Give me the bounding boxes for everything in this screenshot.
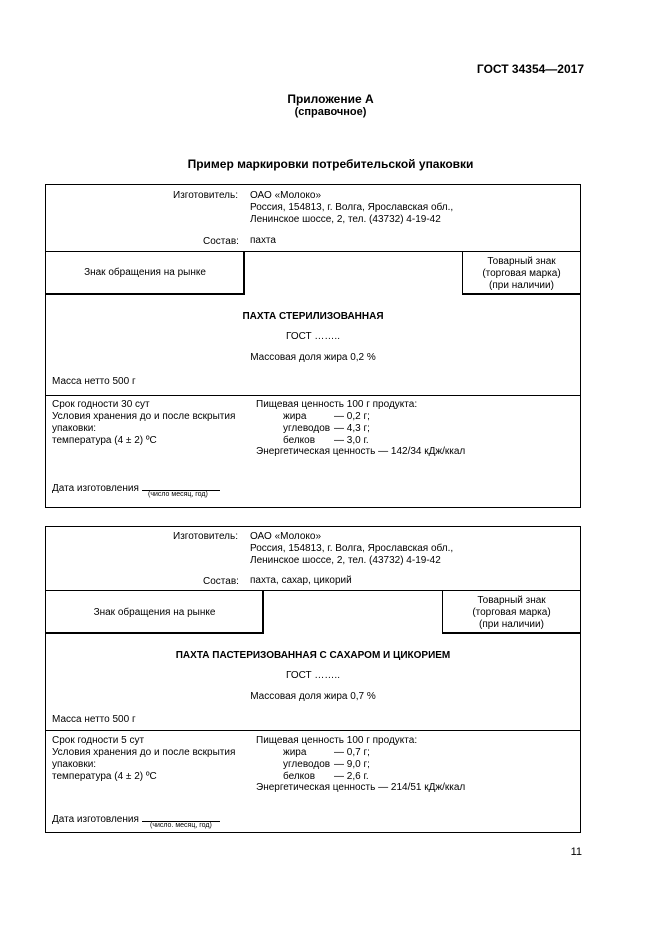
nutrient-value: — 2,6 г.	[334, 771, 369, 782]
section-title: Пример маркировки потребительской упаковки	[187, 157, 474, 171]
label-frame	[45, 184, 581, 508]
divider	[45, 395, 581, 396]
nutrient-name: белков	[283, 771, 316, 782]
manufacturer-line: Россия, 154813, г. Волга, Ярославская обл.,	[250, 543, 454, 554]
trademark-line: (при наличии)	[489, 280, 554, 291]
nutrition-title: Пищевая ценность 100 г продукта:	[256, 735, 418, 746]
net-mass: Масса нетто 500 г	[52, 714, 136, 725]
page-number: 11	[570, 846, 582, 858]
market-sign-text: Знак обращения на рынке	[93, 607, 216, 618]
appendix-subtitle: (справочное)	[294, 106, 367, 118]
trademark-line: (торговая марка)	[482, 268, 561, 279]
nutrition-title: Пищевая ценность 100 г продукта:	[256, 399, 418, 410]
shelf-life-line: Условия хранения до и после вскрытия	[52, 747, 236, 758]
nutrient-name: углеводов	[283, 423, 331, 434]
shelf-life-line: Условия хранения до и после вскрытия	[52, 411, 236, 422]
shelf-life-line: Срок годности 30 сут	[52, 399, 150, 410]
nutrient-name: жира	[283, 747, 307, 758]
date-blank	[142, 811, 220, 822]
shelf-life-line: температура (4 ± 2) ºС	[52, 771, 157, 782]
gost-reference: ГОСТ ……..	[286, 670, 340, 681]
production-date-label: Дата изготовления	[52, 814, 139, 825]
manufacturer-label: Изготовитель:	[173, 190, 238, 201]
shelf-life-line: упаковки:	[52, 759, 97, 770]
appendix-title: Приложение А	[287, 92, 374, 106]
nutrient-value: — 3,0 г.	[334, 435, 369, 446]
energy-value: Энергетическая ценность — 142/34 кДж/ккал	[256, 446, 466, 457]
composition-value: пахта	[250, 235, 276, 246]
trademark-line: (при наличии)	[479, 619, 544, 630]
manufacturer-line: Ленинское шоссе, 2, тел. (43732) 4-19-42	[250, 214, 441, 225]
divider	[45, 730, 581, 731]
nutrient-name: жира	[283, 411, 307, 422]
date-hint: (число. месяц, год)	[150, 822, 212, 829]
shelf-life-line: упаковки:	[52, 423, 97, 434]
composition-label: Состав:	[203, 236, 239, 247]
standard-number: ГОСТ 34354—2017	[476, 62, 584, 76]
product-name: ПАХТА ПАСТЕРИЗОВАННАЯ С САХАРОМ И ЦИКОРИЕМ	[175, 650, 451, 661]
date-blank	[142, 480, 220, 491]
manufacturer-line: Россия, 154813, г. Волга, Ярославская обл.,	[250, 202, 454, 213]
energy-value: Энергетическая ценность — 214/51 кДж/ккал	[256, 782, 466, 793]
gost-reference: ГОСТ ……..	[286, 331, 340, 342]
composition-label: Состав:	[203, 576, 239, 587]
shelf-life-line: температура (4 ± 2) ºС	[52, 435, 157, 446]
fat-content: Массовая доля жира 0,2 %	[250, 352, 376, 363]
manufacturer-line: ОАО «Молоко»	[250, 531, 322, 542]
fat-content: Массовая доля жира 0,7 %	[250, 691, 376, 702]
composition-value: пахта, сахар, цикорий	[250, 575, 352, 586]
nutrient-value: — 4,3 г;	[334, 423, 370, 434]
manufacturer-line: Ленинское шоссе, 2, тел. (43732) 4-19-42	[250, 555, 441, 566]
nutrient-value: — 0,2 г;	[334, 411, 370, 422]
net-mass: Масса нетто 500 г	[52, 376, 136, 387]
nutrient-value: — 9,0 г;	[334, 759, 370, 770]
nutrient-name: углеводов	[283, 759, 331, 770]
manufacturer-label: Изготовитель:	[173, 531, 238, 542]
nutrient-value: — 0,7 г;	[334, 747, 370, 758]
trademark-line: Товарный знак	[487, 256, 556, 267]
product-name: ПАХТА СТЕРИЛИЗОВАННАЯ	[242, 311, 384, 322]
market-sign-text: Знак обращения на рынке	[84, 267, 206, 278]
date-hint: (число месяц, год)	[148, 491, 208, 498]
production-date-label: Дата изготовления	[52, 483, 139, 494]
trademark-line: (торговая марка)	[472, 607, 551, 618]
trademark-line: Товарный знак	[477, 595, 546, 606]
manufacturer-line: ОАО «Молоко»	[250, 190, 322, 201]
shelf-life-line: Срок годности 5 сут	[52, 735, 145, 746]
nutrient-name: белков	[283, 435, 316, 446]
